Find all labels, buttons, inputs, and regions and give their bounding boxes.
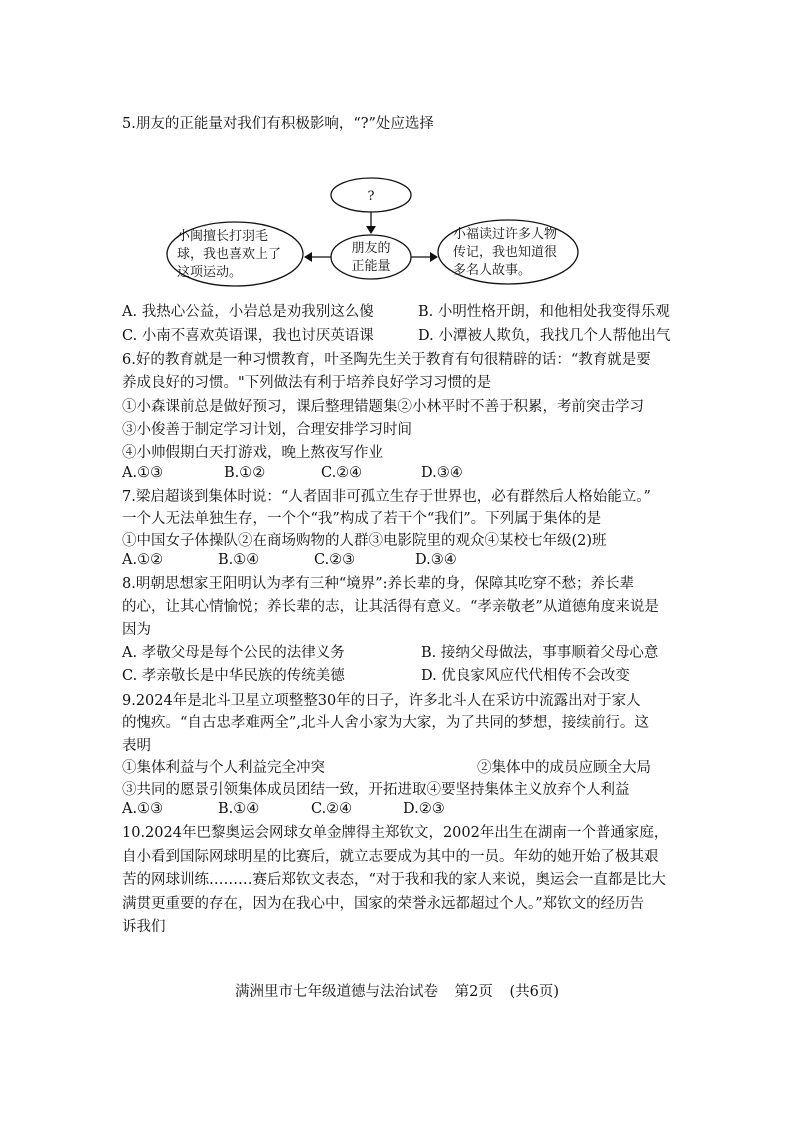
- q10-stem-3: 苦的网球训练………赛后郑钦文表态，“对于我和我的家人来说，奥运会一直都是比大: [122, 872, 666, 888]
- q6-stem-1: 6.好的教育就是一种习惯教育，叶圣陶先生关于教育有句很精辟的话：“教育就是要: [122, 352, 651, 368]
- q6-stem-2: 养成良好的习惯。"下列做法有利于培养良好学习习惯的是: [122, 375, 492, 391]
- q8-stem-3: 因为: [122, 622, 151, 638]
- q8-option-c: C. 孝亲敬长是中华民族的传统美德: [122, 668, 345, 684]
- q9-option-b: B.①④: [218, 801, 260, 817]
- q9-stem-1: 9.2024年是北斗卫星立项整整30年的日子，许多北斗人在采访中流露出对于家人: [122, 693, 641, 709]
- q10-stem-1: 10.2024年巴黎奥运会网球女单金牌得主郑钦文，2002年出生在湖南一个普通家庭，: [122, 825, 669, 841]
- q6-option-d: D.③④: [421, 465, 463, 481]
- footer-total-pages: (共6页): [509, 984, 559, 1000]
- q8-stem-2: 的心，让其心情愉悦；养长辈的志，让其活得有意义。“孝亲敬老”从道德角度来说是: [122, 599, 659, 615]
- q8-option-b: B. 接纳父母做法，事事顺着父母心意: [421, 645, 659, 661]
- q6-statement-3: ④小帅假期白天打游戏，晚上熬夜写作业: [122, 445, 383, 461]
- q5-diagram-top: ?: [367, 189, 375, 204]
- q9-statement-2: ②集体中的成员应顾全大局: [477, 760, 651, 776]
- q7-statements: ①中国女子体操队②在商场购物的人群③电影院里的观众④某校七年级(2)班: [122, 533, 607, 549]
- q6-option-a: A.①③: [122, 465, 164, 481]
- q10-stem-5: 诉我们: [122, 919, 166, 935]
- q5-option-d: D. 小潭被人欺负，我找几个人帮他出气: [418, 328, 671, 344]
- q9-statement-3: ③共同的愿景引领集体成员团结一致，开拓进取④要坚持集体主义放弃个人利益: [122, 782, 630, 798]
- q9-stem-2: 的愧疚。“自古忠孝难两全”,北斗人舍小家为大家，为了共同的梦想，接续前行。这: [122, 715, 649, 731]
- q5-option-a: A. 我热心公益，小岩总是劝我别这么傻: [122, 304, 374, 320]
- page-footer: [0, 980, 794, 1001]
- q9-option-a: A.①③: [122, 801, 164, 817]
- footer-title: 满洲里市七年级道德与法治试卷: [235, 984, 438, 1000]
- q9-stem-3: 表明: [122, 738, 151, 754]
- q9-option-d: D.②③: [403, 801, 445, 817]
- q5-diagram-left-1: 小闽擅长打羽毛: [177, 229, 269, 244]
- q7-stem-1: 7.梁启超谈到集体时说：“人者固非可孤立生存于世界也，必有群然后人格始能立。”: [122, 489, 651, 505]
- q6-statement-1: ①小森课前总是做好预习，课后整理错题集②小林平时不善于积累，考前突击学习: [122, 399, 644, 415]
- q6-option-c: C.②④: [321, 465, 363, 481]
- q10-stem-2: 自小看到国际网球明星的比赛后，就立志要成为其中的一员。年幼的她开始了极其艰: [122, 849, 659, 865]
- q5-stem: 5.朋友的正能量对我们有积极影响，“?”处应选择: [122, 116, 434, 132]
- q10-stem-4: 满贯更重要的存在，因为在我心中，国家的荣誉永远都超过个人。”郑钦文的经历告: [122, 896, 645, 912]
- q8-option-a: A. 孝敬父母是每个公民的法律义务: [122, 645, 345, 661]
- q5-diagram-left-2: 球，我也喜欢上了: [177, 247, 282, 262]
- q9-option-c: C.②④: [311, 801, 353, 817]
- q5-option-b: B. 小明性格开朗，和他相处我变得乐观: [418, 304, 670, 320]
- q7-stem-2: 一个人无法单独生存，一个个“我”构成了若干个“我们”。下列属于集体的是: [122, 511, 602, 527]
- q5-diagram-center-2: 正能量: [351, 259, 391, 274]
- q7-option-d: D.③④: [415, 552, 457, 568]
- q7-option-c: C.②③: [314, 552, 356, 568]
- q7-option-a: A.①②: [122, 552, 164, 568]
- q5-diagram-right-1: 小福读过许多人物: [453, 227, 558, 242]
- footer-page-number: 第2页: [454, 984, 493, 1000]
- q6-statement-2: ③小俊善于制定学习计划，合理安排学习时间: [122, 422, 412, 438]
- q8-stem-1: 8.明朝思想家王阳明认为孝有三种“境界”:养长辈的身，保障其吃穿不愁；养长辈: [122, 576, 635, 592]
- q5-option-c: C. 小南不喜欢英语课，我也讨厌英语课: [122, 328, 374, 344]
- q5-diagram: [160, 172, 620, 292]
- q8-option-d: D. 优良家风应代代相传不会改变: [421, 668, 630, 684]
- q7-option-b: B.①④: [218, 552, 260, 568]
- q5-diagram-center-1: 朋友的: [351, 241, 391, 256]
- q6-option-b: B.①②: [224, 465, 266, 481]
- q9-statement-1: ①集体利益与个人利益完全冲突: [122, 760, 325, 776]
- q5-diagram-right-3: 多名人故事。: [453, 263, 532, 278]
- q5-diagram-right-2: 传记，我也知道很: [453, 245, 558, 260]
- q5-diagram-left-3: 这项运动。: [177, 265, 243, 280]
